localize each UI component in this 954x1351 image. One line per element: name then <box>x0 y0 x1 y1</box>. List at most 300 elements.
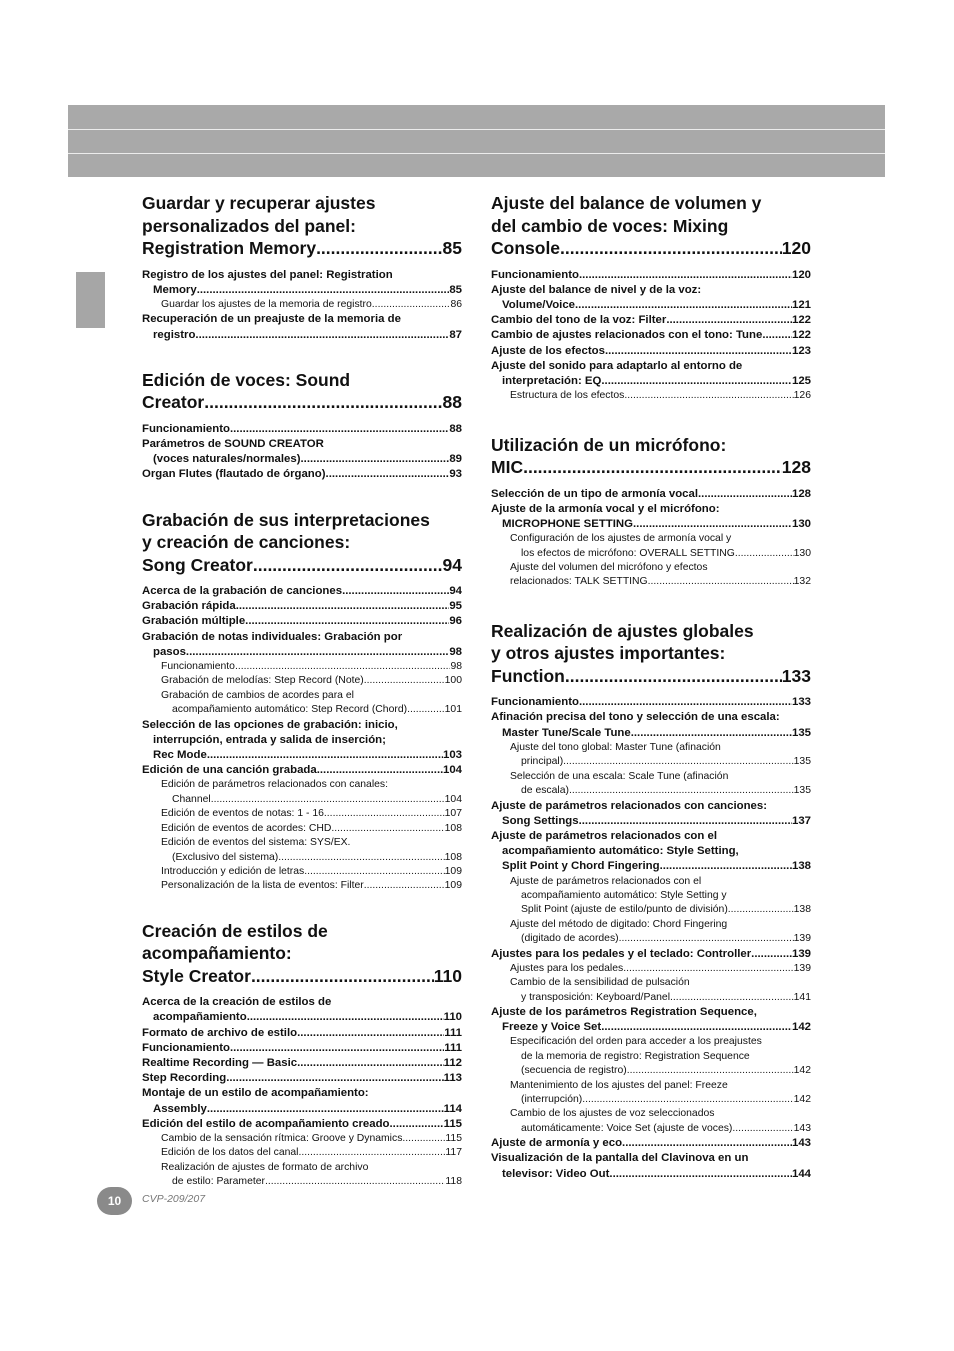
toc-subentry[interactable] <box>491 547 811 561</box>
dot-leader <box>660 859 792 874</box>
entry-page-number: 112 <box>443 1057 462 1070</box>
toc-entry <box>491 1005 811 1020</box>
entry-text: Cambio de los ajustes de voz seleccionados <box>510 1108 715 1120</box>
toc-section <box>491 620 811 1182</box>
entry-text: Rec Mode <box>153 749 207 762</box>
entry-text: de la memoria de registro: Registration Sequence <box>521 1050 750 1062</box>
entry-text: Ajuste de los parámetros Registration Sequence, <box>491 1005 757 1018</box>
section-title-entry[interactable] <box>491 665 811 688</box>
toc-entry[interactable] <box>142 283 462 298</box>
toc-entry[interactable] <box>491 517 811 532</box>
toc-entry[interactable] <box>142 452 462 467</box>
entry-text: Ajustes para los pedales y el teclado: Controller <box>491 947 752 960</box>
section-title-text: Function <box>491 665 565 686</box>
toc-section <box>142 920 462 1190</box>
entry-text: Acerca de la grabación de canciones <box>142 585 343 598</box>
dot-leader <box>622 1136 792 1151</box>
entry-text: Organ Flutes (flautado de órgano) <box>142 468 326 481</box>
entry-page-number: 93 <box>449 468 462 481</box>
dot-leader <box>342 584 449 599</box>
dot-leader <box>732 1122 793 1136</box>
entry-page-number: 104 <box>442 764 462 777</box>
toc-entry <box>142 995 462 1010</box>
toc-entry[interactable] <box>142 763 462 778</box>
dot-leader <box>670 991 794 1005</box>
toc-subentry <box>142 778 462 792</box>
toc-subentry[interactable] <box>142 1175 462 1189</box>
entry-text: Selección de una escala: Scale Tune (afinación <box>510 770 729 782</box>
section-title-entry[interactable] <box>491 456 811 479</box>
entry-page-number: 123 <box>791 344 811 357</box>
dot-leader <box>364 879 445 893</box>
toc-subentry[interactable] <box>491 1093 811 1107</box>
toc-subentry <box>491 889 811 903</box>
entry-page-number: 142 <box>791 1021 811 1034</box>
section-page-number: 128 <box>781 457 811 478</box>
entry-page-number: 98 <box>450 661 462 673</box>
toc-subentry <box>491 976 811 990</box>
toc-entry <box>142 718 462 733</box>
toc-section <box>491 434 811 590</box>
toc-subentry <box>491 918 811 932</box>
entry-text: Split Point (ajuste de estilo/punto de división) <box>521 904 728 916</box>
entry-page-number: 138 <box>791 860 811 873</box>
entry-page-number: 143 <box>791 1137 811 1150</box>
entry-page-number: 133 <box>791 696 811 709</box>
toc-entry <box>491 799 811 814</box>
entry-text: acompañamiento automático: Style Setting, <box>502 845 739 858</box>
toc-subentry[interactable] <box>491 991 811 1005</box>
banner-stripe <box>68 129 885 130</box>
dot-leader <box>751 947 792 962</box>
entry-page-number: 135 <box>793 785 811 797</box>
entry-page-number: 95 <box>449 600 462 613</box>
toc-entry <box>142 268 462 283</box>
section-title-line: Guardar y recuperar ajustes <box>142 193 376 213</box>
toc-subentry <box>142 836 462 850</box>
toc-entry <box>142 630 462 645</box>
toc-entry[interactable] <box>142 1026 462 1041</box>
toc-subentry[interactable] <box>142 851 462 865</box>
dot-leader <box>230 422 449 437</box>
entry-text: Ajuste de armonía y eco <box>491 1137 623 1150</box>
dot-leader <box>528 456 782 479</box>
section-title-text: Console <box>491 238 561 258</box>
entry-text: Introducción y edición de letras <box>161 865 305 877</box>
dot-leader <box>204 391 442 414</box>
entry-text: registro <box>153 328 196 341</box>
section-title-entry[interactable] <box>142 237 462 260</box>
entry-text: Funcionamiento <box>491 268 579 281</box>
section-page-number: 133 <box>781 665 811 686</box>
toc-entry[interactable] <box>142 1056 462 1071</box>
dot-leader <box>565 665 782 688</box>
entry-text: Edición de eventos del sistema: SYS/EX. <box>161 837 351 849</box>
dot-leader <box>728 903 794 917</box>
entry-page-number: 109 <box>444 880 462 892</box>
dot-leader <box>579 695 792 710</box>
entry-text: Cambio del tono de la voz: Filter <box>491 314 667 327</box>
dot-leader <box>226 1071 443 1086</box>
toc-entry[interactable] <box>142 1071 462 1086</box>
entry-text: Montaje de un estilo de acompañamiento: <box>142 1087 369 1100</box>
toc-subentry[interactable] <box>142 822 462 836</box>
dot-leader <box>207 1102 444 1117</box>
entry-page-number: 109 <box>444 865 462 877</box>
entry-text: Estructura de los efectos <box>510 390 625 402</box>
entry-text: Master Tune/Scale Tune <box>502 726 631 739</box>
entry-page-number: 138 <box>793 904 811 916</box>
entry-text: Mantenimiento de los ajustes del panel: Freeze <box>510 1079 728 1091</box>
entry-text: Split Point y Chord Fingering <box>502 860 660 873</box>
entry-text: Ajuste del método de digitado: Chord Fingering <box>510 918 728 930</box>
entry-page-number: 86 <box>450 298 462 310</box>
section-title-entry[interactable] <box>142 391 462 414</box>
entry-text: Volume/Voice <box>502 298 576 311</box>
entry-text: Grabación de cambios de acordes para el <box>161 689 354 701</box>
toc-entry <box>491 359 811 374</box>
toc-subentry[interactable] <box>491 932 811 946</box>
dot-leader <box>627 1064 794 1078</box>
entry-text: Funcionamiento <box>142 1041 230 1054</box>
entry-page-number: 120 <box>791 268 811 281</box>
entry-text: (interrupción) <box>521 1094 583 1105</box>
toc-entry[interactable] <box>491 1020 811 1035</box>
toc-entry[interactable] <box>491 268 811 283</box>
toc-entry[interactable] <box>142 467 462 482</box>
toc-subentry[interactable] <box>142 879 462 893</box>
dot-leader <box>648 575 794 589</box>
toc-entry <box>491 829 811 844</box>
entry-page-number: 143 <box>793 1122 811 1134</box>
entry-page-number: 118 <box>445 1176 462 1188</box>
dot-leader <box>245 614 449 629</box>
entry-text: Memory <box>153 283 197 296</box>
section-title-line: del cambio de voces: Mixing <box>491 215 729 236</box>
toc-entry[interactable] <box>491 726 811 741</box>
entry-page-number: 139 <box>793 962 811 974</box>
section-title-line: y otros ajustes importantes: <box>491 643 726 664</box>
dot-leader <box>560 237 782 260</box>
toc-entry[interactable] <box>491 859 811 874</box>
section-page-number: 120 <box>781 238 811 258</box>
entry-page-number: 111 <box>444 1041 462 1054</box>
entry-page-number: 139 <box>793 933 811 945</box>
entry-text: Cambio de la sensación rítmica: Groove y Dynamics <box>161 1133 403 1145</box>
entry-text: Especificación del orden para acceder a los preajustes <box>510 1036 762 1048</box>
entry-text: Edición del estilo de acompañamiento creado <box>142 1117 390 1130</box>
toc-subentry[interactable] <box>142 298 462 312</box>
toc-entry[interactable] <box>491 374 811 389</box>
toc-subentry <box>142 1161 462 1175</box>
entry-text: Ajuste de la armonía vocal y el micrófono: <box>491 502 720 515</box>
toc-entry[interactable] <box>491 487 811 502</box>
dot-leader <box>624 389 793 403</box>
toc-section <box>142 369 462 483</box>
entry-text: interpretación: EQ <box>502 374 602 387</box>
dot-leader <box>631 726 792 741</box>
entry-text: Realtime Recording — Basic <box>142 1057 298 1070</box>
entry-page-number: 142 <box>793 1094 811 1105</box>
entry-page-number: 135 <box>793 756 811 768</box>
dot-leader <box>609 1167 792 1182</box>
dot-leader <box>390 1117 444 1132</box>
header-banner <box>68 105 885 177</box>
toc-entry <box>491 502 811 517</box>
toc-subentry <box>491 1035 811 1049</box>
entry-text: Edición de parámetros relacionados con canales: <box>161 779 388 791</box>
section-title-text: MIC. <box>491 457 528 478</box>
entry-text: Ajuste del sonido para adaptarlo al entorno de <box>491 359 743 372</box>
dot-leader <box>251 965 434 988</box>
toc-entry[interactable] <box>142 645 462 660</box>
dot-leader <box>195 328 449 343</box>
toc-entry[interactable] <box>491 695 811 710</box>
entry-text: (digitado de acordes) <box>521 933 619 945</box>
toc-entry[interactable] <box>142 599 462 614</box>
entry-text: Personalización de la lista de eventos: Filter <box>161 880 364 892</box>
toc-subentry <box>142 689 462 703</box>
entry-page-number: 135 <box>791 726 811 739</box>
entry-text: Ajuste del balance de nivel y de la voz: <box>491 283 702 296</box>
dot-leader <box>633 517 792 532</box>
dot-leader <box>579 268 792 283</box>
toc-subentry[interactable] <box>142 1146 462 1160</box>
entry-text: Grabación rápida <box>142 600 236 613</box>
entry-page-number: 88 <box>449 422 462 435</box>
toc-entry[interactable] <box>142 748 462 763</box>
dot-leader <box>317 763 443 778</box>
entry-text: acompañamiento <box>153 1011 247 1024</box>
entry-text: MICROPHONE SETTING <box>502 517 633 530</box>
dot-leader <box>207 748 443 763</box>
entry-page-number: 103 <box>442 749 462 762</box>
toc-entry <box>142 1086 462 1101</box>
entry-text: Acerca de la creación de estilos de <box>142 996 332 1009</box>
entry-text: Edición de los datos del canal <box>161 1147 299 1159</box>
entry-text: Formato de archivo de estilo <box>142 1026 298 1039</box>
section-title-entry[interactable] <box>142 965 462 988</box>
toc-entry[interactable] <box>142 422 462 437</box>
dot-leader <box>569 784 794 798</box>
dot-leader <box>601 1020 792 1035</box>
entry-page-number: 96 <box>449 615 462 628</box>
toc-subentry[interactable] <box>142 674 462 688</box>
toc-column-right <box>491 192 811 1212</box>
entry-text: Selección de las opciones de grabación: inicio, <box>142 718 398 731</box>
entry-page-number: 137 <box>791 814 811 827</box>
toc-subentry[interactable] <box>491 575 811 589</box>
entry-text: Edición de una canción grabada <box>142 764 317 777</box>
toc-entry <box>142 437 462 452</box>
section-title-text: Song Creator <box>142 554 253 575</box>
toc-subentry[interactable] <box>142 1132 462 1146</box>
toc-subentry <box>491 770 811 784</box>
entry-text: Ajustes para los pedales <box>510 962 624 974</box>
entry-text: Ajuste de los efectos <box>491 344 605 357</box>
section-page-number: 88 <box>442 392 462 413</box>
toc-subentry[interactable] <box>491 1064 811 1078</box>
entry-page-number: 115 <box>445 1133 462 1145</box>
entry-page-number: 115 <box>443 1117 462 1130</box>
entry-page-number: 85 <box>449 283 462 296</box>
entry-page-number: 100 <box>444 675 462 687</box>
entry-text: Ajuste de parámetros relacionados con el <box>491 829 717 842</box>
toc-subentry[interactable] <box>491 755 811 769</box>
entry-page-number: 139 <box>791 947 811 960</box>
section-title-line: Ajuste del balance de volumen y <box>491 193 762 213</box>
entry-text: Step Recording <box>142 1072 227 1085</box>
toc-entry[interactable] <box>491 947 811 962</box>
entry-page-number: 117 <box>445 1147 462 1159</box>
dot-leader <box>197 283 450 298</box>
dot-leader <box>666 313 792 328</box>
section-title-line: acompañamiento: <box>142 943 292 964</box>
toc-entry[interactable] <box>491 1136 811 1151</box>
dot-leader <box>230 1041 444 1056</box>
entry-page-number: 89 <box>449 453 462 466</box>
toc-subentry[interactable] <box>142 807 462 821</box>
toc-entry[interactable] <box>142 1102 462 1117</box>
banner-stripe <box>68 153 885 154</box>
dot-leader <box>619 932 794 946</box>
toc-subentry <box>491 875 811 889</box>
toc-subentry[interactable] <box>491 903 811 917</box>
section-title-text: Registration Memory <box>142 238 317 258</box>
toc-entry[interactable] <box>142 1041 462 1056</box>
entry-text: Channel <box>172 793 211 805</box>
dot-leader <box>407 703 445 717</box>
entry-text: Cambio de ajustes relacionados con el tono: Tune <box>491 329 763 342</box>
entry-page-number: 113 <box>443 1072 462 1085</box>
toc-entry[interactable] <box>142 614 462 629</box>
toc-subentry <box>491 532 811 546</box>
toc-subentry[interactable] <box>491 1122 811 1136</box>
toc-entry <box>491 1151 811 1166</box>
toc-entry <box>491 844 811 859</box>
entry-page-number: 122 <box>791 329 811 342</box>
entry-page-number: 107 <box>444 808 462 820</box>
dot-leader <box>301 452 450 467</box>
entry-text: (voces naturales/normales) <box>153 453 301 466</box>
entry-page-number: 104 <box>444 793 462 805</box>
toc-subentry[interactable] <box>491 784 811 798</box>
toc-subentry[interactable] <box>491 962 811 976</box>
dot-leader <box>326 467 450 482</box>
entry-text: Configuración de los ajustes de armonía vocal y <box>510 533 732 545</box>
entry-text: Selección de un tipo de armonía vocal <box>491 487 698 500</box>
entry-page-number: 111 <box>444 1026 462 1039</box>
toc-entry[interactable] <box>491 313 811 328</box>
dot-leader <box>372 298 451 312</box>
dot-leader <box>563 755 794 769</box>
toc-subentry <box>491 1107 811 1121</box>
section-title-line: Realización de ajustes globales <box>491 620 754 641</box>
toc-entry <box>491 283 811 298</box>
dot-leader <box>253 554 443 577</box>
entry-text: Ajuste del tono global: Master Tune (afinación <box>510 741 721 753</box>
section-title-line: y creación de canciones: <box>142 532 351 553</box>
dot-leader <box>297 1056 444 1071</box>
entry-text: relacionados: TALK SETTING <box>510 576 648 588</box>
entry-text: pasos <box>153 645 186 658</box>
entry-page-number: 142 <box>793 1065 811 1077</box>
toc-entry[interactable] <box>142 1010 462 1025</box>
toc-entry[interactable] <box>491 814 811 829</box>
dot-leader <box>316 237 442 260</box>
toc-subentry <box>491 1079 811 1093</box>
entry-text: acompañamiento automático: Style Setting y <box>521 889 727 901</box>
section-page-number: 110 <box>433 965 462 986</box>
entry-text: Grabación múltiple <box>142 615 246 628</box>
dot-leader <box>235 660 451 674</box>
toc-subentry <box>491 1050 811 1064</box>
section-page-number: 85 <box>442 238 462 258</box>
entry-text: los efectos de micrófono: OVERALL SETTING <box>521 547 735 559</box>
dot-leader <box>605 344 792 359</box>
dot-leader <box>324 807 445 821</box>
entry-page-number: 121 <box>791 298 811 311</box>
toc-subentry[interactable] <box>142 703 462 717</box>
entry-page-number: 87 <box>449 328 462 341</box>
entry-text: Funcionamiento <box>142 422 230 435</box>
entry-text: Grabación de melodías: Step Record (Note) <box>161 675 364 687</box>
toc-subentry[interactable] <box>491 389 811 403</box>
entry-page-number: 130 <box>791 517 811 530</box>
dot-leader <box>575 298 792 313</box>
toc-entry[interactable] <box>491 1167 811 1182</box>
dot-leader <box>402 1132 445 1146</box>
toc-entry[interactable] <box>142 584 462 599</box>
toc-entry[interactable] <box>491 344 811 359</box>
entry-page-number: 122 <box>791 314 811 327</box>
dot-leader <box>601 374 792 389</box>
toc-subentry[interactable] <box>142 660 462 674</box>
toc-entry[interactable] <box>491 298 811 313</box>
toc-entry[interactable] <box>142 1117 462 1132</box>
entry-page-number: 101 <box>444 704 462 716</box>
entry-page-number: 141 <box>793 991 811 1003</box>
toc-subentry[interactable] <box>142 793 462 807</box>
toc-entry[interactable] <box>142 328 462 343</box>
entry-page-number: 125 <box>791 374 811 387</box>
toc-entry[interactable] <box>491 328 811 343</box>
section-title-entry[interactable] <box>491 237 811 260</box>
dot-leader <box>298 1146 445 1160</box>
section-title-line: Grabación de sus interpretaciones <box>142 509 430 530</box>
entry-text: principal) <box>521 756 564 768</box>
entry-text: Ajuste de parámetros relacionados con canciones: <box>491 799 767 812</box>
entry-text: de escala) <box>521 785 569 797</box>
dot-leader <box>236 599 450 614</box>
entry-text: acompañamiento automático: Step Record (Chord) <box>172 704 408 716</box>
toc-subentry[interactable] <box>142 865 462 879</box>
entry-text: y transposición: Keyboard/Panel <box>521 991 671 1003</box>
dot-leader <box>698 487 792 502</box>
section-title-entry[interactable] <box>142 554 462 577</box>
entry-text: Freeze y Voice Set <box>502 1021 602 1034</box>
entry-page-number: 126 <box>793 390 811 402</box>
entry-page-number: 108 <box>444 851 462 863</box>
entry-text: Song Settings <box>502 814 579 827</box>
section-title-line: Utilización de un micrófono: <box>491 434 727 455</box>
entry-text: Grabación de notas individuales: Grabación por <box>142 630 403 643</box>
entry-text: Ajuste del volumen del micrófono y efectos <box>510 561 708 573</box>
toc-entry <box>142 312 462 327</box>
entry-text: Guardar los ajustes de la memoria de registro <box>161 298 372 310</box>
toc-entry <box>491 710 811 725</box>
dot-leader <box>762 328 792 343</box>
